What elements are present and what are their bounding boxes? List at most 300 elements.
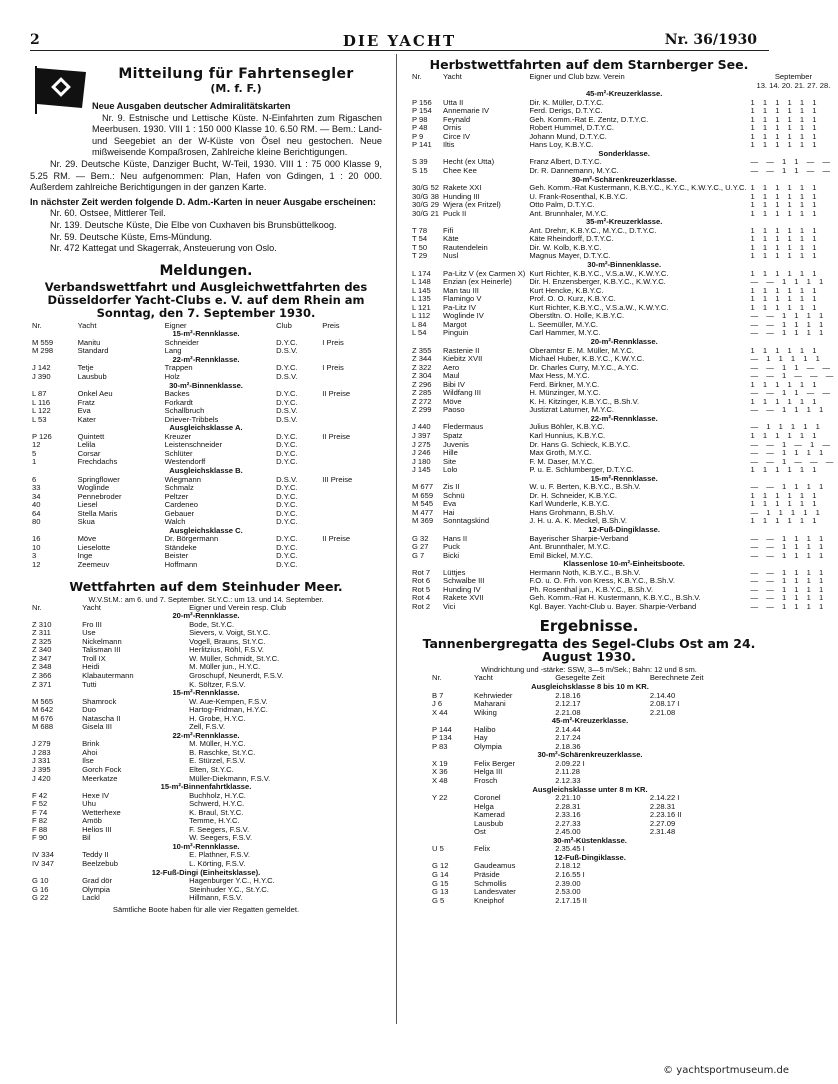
cell-nr: X 48 <box>432 776 448 786</box>
class-heading: 45-m²-Kreuzerklasse. <box>585 89 663 99</box>
cell-nr: 12 <box>32 560 41 570</box>
cell-yacht: Uhu <box>82 799 96 809</box>
cell-nr: 10 <box>32 542 41 552</box>
col-eigner: Eigner <box>164 320 187 330</box>
cell-nr: G 22 <box>32 893 49 903</box>
cell-days: — 1 1 1 1 1 <box>750 422 823 432</box>
cell-yacht: Ornis <box>443 123 462 133</box>
cell-eigner: Elten, St.Y.C. <box>189 764 234 774</box>
cell-nr: P 134 <box>432 733 452 743</box>
cell-yacht: Kehrwieder <box>474 690 513 700</box>
cell-nr: L 84 <box>412 319 427 329</box>
cell-yacht: Beelzebub <box>82 858 118 868</box>
cell-nr: 16 <box>32 534 41 544</box>
cell-yacht: Annemarie IV <box>443 106 490 116</box>
cell-yacht: Pa-Litz V (ex Carmen X) <box>443 268 526 278</box>
cell-eigner: Franz Albert, D.T.Y.C. <box>529 157 602 167</box>
cell-club: D.S.V. <box>276 474 298 484</box>
cell-preis <box>320 501 382 510</box>
cell-nr: IV 334 <box>32 850 54 860</box>
cell-days: — — 1 1 — — <box>750 362 833 372</box>
cell-yacht: Hunding III <box>443 191 480 201</box>
cell-yacht: Use <box>82 628 96 638</box>
class-heading: 22-m²-Rennklasse. <box>172 730 240 740</box>
class-heading: 15-m²-Rennklasse. <box>172 688 240 698</box>
cell-yacht: Teddy II <box>82 850 109 860</box>
cell-eigner: Ant. Brunnhaler, M.Y.C. <box>529 208 609 218</box>
cell-eigner: Cardeneo <box>164 500 198 510</box>
cell-eigner: M. Müller jun., H.Y.C. <box>189 662 261 672</box>
cell-days: 1 1 1 1 1 1 <box>750 268 820 278</box>
cell-eigner: Schmalz <box>164 483 194 493</box>
cell-nr: S 39 <box>412 157 428 167</box>
cell-yacht: Hunding IV <box>443 584 481 594</box>
cell-nr: M 676 <box>32 713 54 723</box>
cell-nr <box>430 811 472 820</box>
cell-yacht: Wiking <box>474 707 497 717</box>
cell-days: — — 1 1 1 1 <box>750 550 827 560</box>
cell-eigner: Holz <box>164 372 180 381</box>
cell-yacht: Gisela III <box>82 722 113 732</box>
cell-yacht: Nickelmann <box>82 636 122 646</box>
steinhude-dates: W.V.St.M.: am 6. und 7. September. St.Y.C.: um 13. und 14. September. <box>88 594 324 604</box>
cell-gesegelt: 2.12.33 <box>555 776 581 786</box>
cell-nr: G 15 <box>432 878 449 888</box>
cell-yacht: Margot <box>443 319 467 329</box>
mff-section <box>30 56 382 255</box>
cell-eigner: E. Stürzel, F.S.V. <box>189 756 246 766</box>
cell-yacht: Lieselotte <box>77 542 111 552</box>
cell-preis <box>320 493 382 502</box>
cell-yacht: Schmollis <box>474 878 507 888</box>
cell-yacht: Paoso <box>443 405 465 415</box>
cell-berechnet <box>648 888 750 897</box>
cell-eigner: Vogell, Brauns, St.Y.C. <box>189 636 266 646</box>
cell-nr: Z 311 <box>32 628 51 638</box>
cell-eigner: K. H. Kitzinger, K.B.Y.C., B.Sh.V. <box>529 396 640 406</box>
page-header <box>30 30 769 51</box>
cell-eigner: Herlitzius, Röhl, F.S.V. <box>189 645 264 655</box>
cell-club: D.S.V. <box>276 346 298 356</box>
cell-yacht: Fro III <box>82 619 102 629</box>
cell-nr: T 50 <box>412 242 428 252</box>
cell-nr: L 112 <box>412 311 431 321</box>
cell-yacht: Feynald <box>443 114 471 124</box>
cell-nr: T 29 <box>412 251 428 261</box>
cell-yacht: Rautendelein <box>443 242 488 252</box>
cell-yacht: Hille <box>443 448 458 458</box>
cell-nr: M 559 <box>32 337 54 347</box>
cell-days: — — 1 1 1 1 <box>750 405 827 415</box>
cell-nr: 40 <box>32 500 41 510</box>
cell-days: 1 1 1 1 1 1 <box>750 465 820 475</box>
cell-berechnet <box>648 726 750 735</box>
cell-yacht: Lackl <box>82 893 100 903</box>
cell-nr: T 54 <box>412 234 428 244</box>
col-september: September <box>774 72 812 81</box>
cell-preis: II Preise <box>322 534 351 544</box>
cell-nr: P 98 <box>412 114 428 124</box>
cell-club: D.Y.C. <box>276 389 298 399</box>
cell-preis: III Preise <box>322 474 353 484</box>
column-divider <box>396 54 397 1024</box>
class-heading: Ausgleichsklasse A. <box>169 423 243 433</box>
cell-eigner: Gebauer <box>164 508 195 518</box>
cell-eigner: Müller-Diekmann, F.S.V. <box>189 773 271 783</box>
starnberg-title: Herbstwettfahrten auf dem Starnberger See. <box>429 57 749 72</box>
cell-yacht: Frechdachs <box>77 457 118 467</box>
cell-eigner: Kurt Richter, K.B.Y.C., V.S.a.W., K.W.Y.C. <box>529 302 669 312</box>
cell-club: D.Y.C. <box>276 440 298 450</box>
mff-p5: Nr. 60. Ostsee, Mittlerer Teil. <box>50 208 166 219</box>
cell-days: 1 1 1 1 1 1 <box>750 516 820 526</box>
col-days: 13. 14. 20. 21. 27. 28. <box>756 80 831 90</box>
cell-nr: Rot 4 <box>412 593 431 603</box>
cell-nr: J 246 <box>412 448 431 458</box>
cell-preis <box>320 347 382 356</box>
cell-nr: U 5 <box>432 844 444 854</box>
cell-yacht: Felix Berger <box>474 758 515 768</box>
ergebnisse-heading: Tannenbergregatta des Segel-Clubs Ost am 24. August 1930. <box>422 636 756 665</box>
cell-club: D.Y.C. <box>276 500 298 510</box>
cell-eigner: Justizrat Laturner, M.Y.C. <box>529 405 615 415</box>
cell-days: — 1 1 1 1 1 <box>750 354 823 364</box>
cell-days: — — 1 1 1 1 <box>750 328 827 338</box>
cell-nr: F 90 <box>32 833 48 843</box>
cell-gesegelt: 2.18.12 <box>555 861 581 871</box>
issue-number: Nr. 36/1930 <box>664 32 757 48</box>
cell-yacht: Rakete XXI <box>443 183 482 193</box>
cell-days: — — 1 1 — — <box>750 388 833 398</box>
cell-club: D.S.V. <box>276 406 298 416</box>
cell-yacht: Ilse <box>82 756 94 766</box>
mff-p7: Nr. 59. Deutsche Küste, Ems-Mündung. <box>50 231 212 242</box>
class-heading: 30-m²-Schärenkreuzerklasse. <box>571 174 677 184</box>
cell-yacht: Standard <box>77 346 109 356</box>
cell-nr: M 688 <box>32 722 54 732</box>
col-eigner: Eigner und Club bzw. Verein <box>529 72 625 81</box>
cell-days: — — 1 — 1 — <box>750 439 833 449</box>
cell-yacht: Quintett <box>77 431 105 441</box>
cell-preis: II Preise <box>322 431 351 441</box>
col-yacht: Yacht <box>443 72 462 81</box>
cell-eigner: Geh. Komm.-Rat E. Zentz, D.T.Y.C. <box>529 114 649 124</box>
cell-yacht: Site <box>443 456 457 466</box>
cell-nr: Y 22 <box>432 793 448 803</box>
cell-gesegelt: 2.17.15 II <box>555 895 587 905</box>
cell-yacht: Gaudeamus <box>474 861 516 871</box>
cell-days: 1 1 1 1 1 1 <box>750 191 820 201</box>
cell-yacht: Brink <box>82 739 100 749</box>
cell-days: — — 1 1 1 1 <box>750 542 827 552</box>
cell-berechnet: 2.28.31 <box>649 801 676 811</box>
cell-gesegelt: 2.12.17 <box>555 699 581 709</box>
cell-eigner: H. Münzinger, M.Y.C. <box>529 388 601 398</box>
class-heading: 15-m²-Binnenfahrtklasse. <box>160 782 252 792</box>
cell-eigner: W. Müller, Schmidt, St.Y.C. <box>189 653 280 663</box>
mff-p4: In nächster Zeit werden folgende D. Adm.-Karten in neuer Ausgabe erscheinen: <box>30 196 376 207</box>
cell-yacht: Frosch <box>474 776 498 786</box>
cell-nr <box>430 820 472 829</box>
meldungen-table <box>30 322 382 570</box>
cell-eigner: Geh. Komm.-Rat Kustermann, K.B.Y.C., K.Y.C., K.W.Y.C., U.Y.C. <box>529 183 747 193</box>
cell-yacht: Sonntagskind <box>443 516 490 526</box>
cell-eigner: Kurt Richter, K.B.Y.C., V.S.a.W., K.W.Y.C. <box>529 268 669 278</box>
cell-eigner: Max Groth, M.Y.C. <box>529 448 592 458</box>
cell-nr: G 7 <box>412 550 425 560</box>
cell-yacht: Spatz <box>443 430 463 440</box>
cell-yacht: Lüttjes <box>443 567 466 577</box>
cell-club: D.Y.C. <box>276 542 298 552</box>
cell-yacht: Präside <box>474 870 500 880</box>
cell-eigner: Schlüter <box>164 448 193 458</box>
cell-nr: M 545 <box>412 499 434 509</box>
cell-days: 1 1 1 1 1 1 <box>750 242 820 252</box>
cell-berechnet <box>648 862 750 871</box>
class-heading: 30-m²-Schärenkreuzerklasse. <box>537 750 643 760</box>
cell-gesegelt: 2.17.24 <box>555 733 581 743</box>
cell-yacht: Puck <box>443 542 460 552</box>
cell-nr: Z 296 <box>412 379 432 389</box>
cell-nr: P 48 <box>412 123 428 133</box>
cell-eigner: B. Raschke, St.Y.C. <box>189 747 256 757</box>
cell-club: D.Y.C. <box>276 517 298 527</box>
cell-nr: 30/G 29 <box>412 200 440 210</box>
cell-yacht: Zis II <box>443 482 460 492</box>
class-heading: 30-m²-Küstenklasse. <box>553 835 627 845</box>
cell-nr: Rot 5 <box>412 584 431 594</box>
cell-berechnet <box>648 777 750 786</box>
cell-club: D.Y.C. <box>276 491 298 501</box>
cell-preis <box>320 399 382 408</box>
cell-eigner: Johann Mund, D.T.Y.C. <box>529 131 607 141</box>
cell-nr: IV 347 <box>32 858 54 868</box>
cell-yacht: Hans II <box>443 533 468 543</box>
class-heading: 35-m²-Kreuzerklasse. <box>585 217 663 227</box>
cell-days: — — 1 — — — <box>750 456 837 466</box>
cell-yacht: Schwalbe III <box>443 576 485 586</box>
cell-gesegelt: 2.21.08 <box>555 707 581 717</box>
cell-nr: 33 <box>32 483 41 493</box>
cell-nr: 30/G 52 <box>412 183 440 193</box>
cell-nr: 34 <box>32 491 41 501</box>
cell-berechnet <box>648 734 750 743</box>
cell-eigner: Ferd. Birkner, M.Y.C. <box>529 379 600 389</box>
cell-eigner: Hans Grohmann, B.Sh.V. <box>529 507 615 517</box>
col-nr: Nr. <box>32 602 42 612</box>
mff-p3: Nr. 29. Deutsche Küste, Danziger Bucht, W-Teil, 1930. VIII 1 : 75 000 Klasse 9, 5.25 RM. — Bem.: Neu aufgenommen: Plan, Hafen von Gdingen, 1 : 20 000. Außerdem zahlreiche Berichtigungen in der ganzen Karte. <box>30 158 382 193</box>
cell-eigner: U. Frank-Rosenthal, K.B.Y.C. <box>529 191 628 201</box>
cell-eigner: Groschupf, Neunerdt, F.S.V. <box>189 670 284 680</box>
cell-eigner: Trappen <box>164 363 193 373</box>
cell-days: 1 1 1 1 1 1 <box>750 234 820 244</box>
cell-yacht: Helga III <box>474 767 503 777</box>
cell-yacht: Schnü <box>443 490 465 500</box>
cell-preis: I Preis <box>322 337 344 347</box>
cell-eigner: Geh. Komm.-Rat H. Kustermann, K.B.Y.C., B.Sh.V. <box>529 593 701 603</box>
cell-nr: G 32 <box>412 533 429 543</box>
cell-berechnet: 2.08.17 I <box>649 699 680 709</box>
cell-yacht: Stella Maris <box>77 508 118 518</box>
table-row <box>30 894 382 903</box>
cell-nr: L 122 <box>32 406 51 416</box>
cell-nr <box>430 803 472 812</box>
cell-yacht: Enzian (ex Heinerle) <box>443 277 512 287</box>
cell-yacht: Lausbub <box>77 372 107 381</box>
cell-days: 1 1 1 1 1 1 <box>750 208 820 218</box>
cell-gesegelt: 2.16.55 I <box>555 870 585 880</box>
cell-preis <box>320 561 382 570</box>
cell-yacht: Rakete XVII <box>443 593 484 603</box>
cell-eigner: Ant. Drehrr, K.B.Y.C., M.Y.C., D.T.Y.C. <box>529 225 657 235</box>
class-heading: 30-m²-Binnenklasse. <box>169 380 243 390</box>
cell-yacht: Meerkatze <box>82 773 118 783</box>
cell-eigner: Karl Wunderle, K.B.Y.C. <box>529 499 610 509</box>
cell-gesegelt: 2.28.31 <box>555 801 581 811</box>
cell-nr <box>430 828 472 837</box>
cell-eigner: Schwerd, H.Y.C. <box>189 799 245 809</box>
cell-berechnet <box>648 880 750 889</box>
cell-yacht: Wetterhexe <box>82 807 121 817</box>
cell-nr: M 642 <box>32 705 54 715</box>
cell-club: D.S.V. <box>276 414 298 424</box>
meldungen-heading: Verbandswettfahrt und Ausgleichwettfahrten des Düsseldorfer Yacht-Clubs e. V. auf dem Rhein am Sonntag, den 7. September 1930. <box>44 279 368 320</box>
cell-days: 1 1 1 1 1 1 <box>750 123 820 133</box>
cell-days: 1 1 1 1 1 1 <box>750 183 820 193</box>
cell-eigner: W. Seegers, F.S.V. <box>189 833 253 843</box>
cell-yacht: Kamerad <box>474 810 505 820</box>
cell-gesegelt: 2.18.16 <box>555 690 581 700</box>
cell-preis <box>320 484 382 493</box>
cell-yacht: Helga <box>474 801 494 811</box>
cell-eigner: Dir. K. Müller, D.T.Y.C. <box>529 97 604 107</box>
cell-nr: Z 366 <box>32 670 52 680</box>
cell-nr: L 87 <box>32 389 47 399</box>
cell-days: 1 1 1 1 1 1 <box>750 106 820 116</box>
table-row <box>410 603 838 612</box>
cell-yacht: Onkel Aeu <box>77 389 113 399</box>
cell-yacht: Vici <box>443 601 456 611</box>
pennant-flag-icon <box>32 64 88 114</box>
cell-berechnet <box>648 760 750 769</box>
cell-berechnet: 2.23.16 II <box>649 810 682 820</box>
cell-berechnet <box>648 845 750 854</box>
cell-berechnet <box>648 768 750 777</box>
cell-eigner: Oberamtsr E. M. Müller, M.Y.C. <box>529 345 634 355</box>
cell-nr: S 15 <box>412 166 428 176</box>
cell-eigner: Dr. Börgermann <box>164 534 219 544</box>
cell-eigner: Robert Hummel, D.T.Y.C. <box>529 123 615 133</box>
class-heading: Ausgleichsklasse 8 bis 10 m KR. <box>531 682 649 691</box>
cell-nr: X 44 <box>432 707 448 717</box>
cell-berechnet <box>648 897 750 906</box>
cell-eigner: Sievers, v. Voigt, St.Y.C. <box>189 628 271 638</box>
cell-days: — — 1 — — — <box>750 371 837 381</box>
mff-title: Mitteilung für Fahrtensegler <box>118 66 354 82</box>
cell-days: — — 1 1 1 1 <box>750 533 827 543</box>
cell-days: 1 1 1 1 1 1 <box>750 131 820 141</box>
cell-club: D.S.V. <box>276 372 298 381</box>
cell-berechnet: 2.27.09 <box>649 818 676 828</box>
cell-nr: Rot 6 <box>412 576 431 586</box>
cell-nr: L 53 <box>32 414 47 424</box>
cell-club: D.Y.C. <box>276 431 298 441</box>
cell-yacht: Manitu <box>77 337 101 347</box>
cell-days: — — 1 1 1 1 <box>750 448 827 458</box>
cell-yacht: Bicki <box>443 550 460 560</box>
cell-nr: L 145 <box>412 285 431 295</box>
cell-days: 1 1 1 1 1 1 <box>750 114 820 124</box>
ergebnisse-wind: Windrichtung und -stärke: SSW, 3—5 m/Sek.; Bahn: 12 und 8 sm. <box>481 665 697 675</box>
cell-nr: Z 304 <box>412 371 432 381</box>
cell-yacht: Hecht (ex Utta) <box>443 157 495 167</box>
cell-nr: P 141 <box>412 140 432 150</box>
cell-nr: F 42 <box>32 790 48 800</box>
cell-preis <box>320 458 382 467</box>
mff-p1: Neue Ausgaben deutscher Admiralitätskarten <box>92 101 291 111</box>
cell-nr: P 83 <box>432 741 448 751</box>
cell-nr: G 12 <box>432 861 449 871</box>
cell-yacht: Olympia <box>474 741 502 751</box>
cell-eigner: K. Braul, St.Y.C. <box>189 807 244 817</box>
magazine-title: DIE YACHT <box>342 32 457 50</box>
col-yacht: Yacht <box>77 320 97 330</box>
cell-club: D.Y.C. <box>276 508 298 518</box>
cell-yacht: Juvenis <box>443 439 469 449</box>
cell-nr: P 154 <box>412 106 432 116</box>
cell-nr: F 74 <box>32 807 48 817</box>
cell-nr: J 6 <box>432 699 443 709</box>
cell-eigner: Dir. W. Kolb, K.B.Y.C. <box>529 242 602 252</box>
class-heading: 12-Fuß-Dingiklasse. <box>554 852 626 862</box>
cell-eigner: L. Seemüller, M.Y.C. <box>529 319 598 329</box>
cell-yacht: Maharani <box>474 699 506 709</box>
cell-gesegelt: 2.18.36 <box>555 741 581 751</box>
steinhude-footnote: Sämtliche Boote haben für alle vier Regatten gemeldet. <box>112 904 300 914</box>
cell-preis: II Preise <box>322 389 351 399</box>
cell-eigner: Zell, F.S.V. <box>189 722 226 732</box>
cell-nr: F 88 <box>32 824 48 834</box>
cell-preis <box>320 518 382 527</box>
cell-eigner: K. Söltzer, F.S.V. <box>189 679 246 689</box>
cell-eigner: Dr. H. Schneider, K.B.Y.C. <box>529 490 617 500</box>
cell-nr: Z 371 <box>32 679 52 689</box>
cell-nr: G 27 <box>412 542 429 552</box>
cell-days: — 1 1 1 1 1 <box>750 507 823 517</box>
cell-days: 1 1 1 1 1 1 <box>750 345 820 355</box>
cell-nr: P 9 <box>412 131 424 141</box>
cell-club: D.Y.C. <box>276 560 298 570</box>
cell-eigner: E. Plathner, F.S.V. <box>189 850 251 860</box>
cell-days: 1 1 1 1 1 1 <box>750 251 820 261</box>
cell-eigner: Otto Palm, D.T.Y.C. <box>529 200 595 210</box>
mff-p8: Nr. 472 Kattegat und Skagerrak, Ansteuerung von Oslo. <box>50 243 277 254</box>
class-heading: 10-m²-Rennklasse. <box>172 841 240 851</box>
cell-gesegelt: 2.33.16 <box>555 810 581 820</box>
cell-eigner: Forkardt <box>164 397 193 407</box>
cell-eigner: Hermann Noth, K.B.Y.C., B.Sh.V. <box>529 567 641 577</box>
mff-subtitle: (M. f. F.) <box>210 82 262 95</box>
cell-nr: 80 <box>32 517 41 527</box>
cell-yacht: Circe IV <box>443 131 471 141</box>
cell-eigner: Steinhuder Y.C., St.Y.C. <box>189 884 269 894</box>
cell-eigner: Hartog-Fridman, H.Y.C. <box>189 705 268 715</box>
cell-eigner: Kreuzer <box>164 431 192 441</box>
cell-gesegelt: 2.11.28 <box>555 767 580 777</box>
cell-eigner: Carl Hammer, M.Y.C. <box>529 328 601 338</box>
cell-eigner: Driever-Tribbels <box>164 414 219 424</box>
cell-nr: F 82 <box>32 816 48 826</box>
